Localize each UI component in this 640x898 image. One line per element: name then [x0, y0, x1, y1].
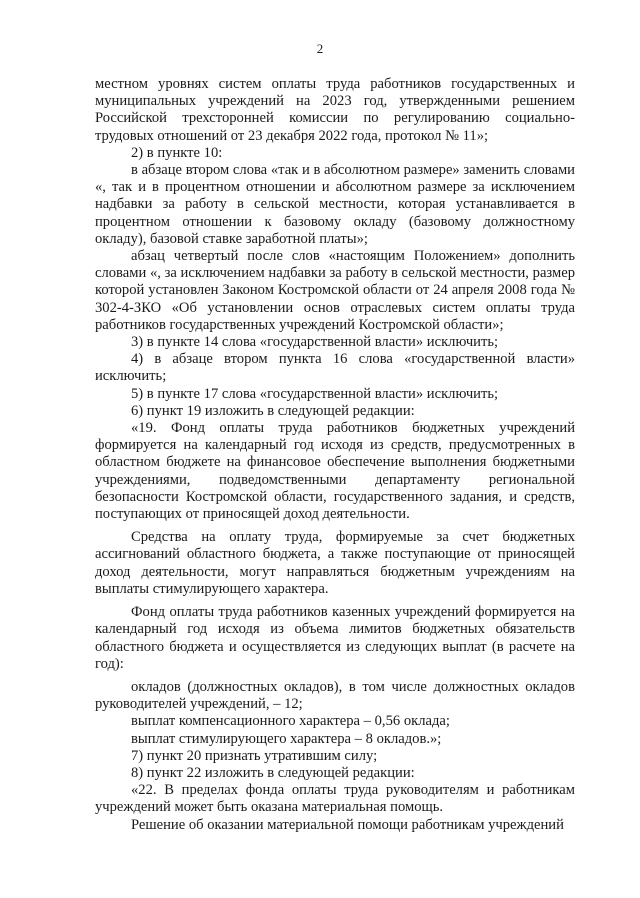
paragraph-9: «19. Фонд оплаты труда работников бюджетных учреждений формируется на календарный год исходя из средств, предусмотренных в областном бюджете на финансовое обеспечение выполнения бюджетными учреждениями, подведомственными департаменту региональной безопасности Костромской области, государственного задания, и средств, поступающих от приносящей доход деятельности. [95, 420, 575, 523]
paragraph-14: выплат стимулирующего характера – 8 окладов.»; [131, 730, 442, 747]
paragraph-6: 4) в абзаце втором пункта 16 слова «государственной власти» исключить; [95, 351, 575, 385]
paragraph-1: местном уровнях систем оплаты труда работников государственных и муниципальных учреждений на 2023 год, утвержденными решением Российской трехсторонней комиссии по регулированию социально-трудовых отношений от 23 декабря 2022 года, протокол № 11»; [95, 76, 575, 144]
paragraph-2: 2) в пункте 10: [131, 144, 223, 161]
paragraph-4: абзац четвертый после слов «настоящим Положением» дополнить словами «, за исключением надбавки за работу в сельской местности, размер которой установлен Законом Костромской области от 24 апреля 2008 года № 302-4-ЗКО «Об установлении основ отраслевых систем оплаты труда работников государственных учреждений Костромской области»; [95, 248, 575, 333]
paragraph-7: 5) в пункте 17 слова «государственной власти» исключить; [131, 385, 499, 402]
paragraph-10: Средства на оплату труда, формируемые за счет бюджетных ассигнований областного бюджета, а также поступающие от приносящей доход деятельности, могут направляться бюджетным учреждениям на выплаты стимулирующего характера. [95, 529, 575, 597]
paragraph-17: «22. В пределах фонда оплаты труда руководителям и работникам учреждений может быть оказана материальная помощь. [95, 782, 575, 816]
document-body [95, 76, 575, 834]
paragraph-5: 3) в пункте 14 слова «государственной власти» исключить; [131, 334, 499, 351]
paragraph-16: 8) пункт 22 изложить в следующей редакции: [131, 764, 415, 781]
paragraph-18: Решение об оказании материальной помощи работникам учреждений [131, 816, 564, 833]
paragraph-8: 6) пункт 19 изложить в следующей редакции: [131, 402, 415, 419]
paragraph-13: выплат компенсационного характера – 0,56 оклада; [131, 713, 450, 730]
page-number: 2 [316, 41, 324, 56]
paragraph-15: 7) пункт 20 признать утратившим силу; [131, 747, 378, 764]
paragraph-11: Фонд оплаты труда работников казенных учреждений формируется на календарный год исходя из объема лимитов бюджетных обязательств областного бюджета и осуществляется из следующих выплат (в расчете на год): [95, 604, 575, 672]
paragraph-12: окладов (должностных окладов), в том числе должностных окладов руководителей учреждений, – 12; [95, 678, 575, 713]
paragraph-3: в абзаце втором слова «так и в абсолютном размере» заменить словами «, так и в процентном отношении и абсолютном размере за исключением надбавки за работу в сельской местности, которая устанавливается в процентном отношении к базовому окладу (базовому должностному окладу), базовой ставке заработной платы»; [95, 162, 575, 247]
